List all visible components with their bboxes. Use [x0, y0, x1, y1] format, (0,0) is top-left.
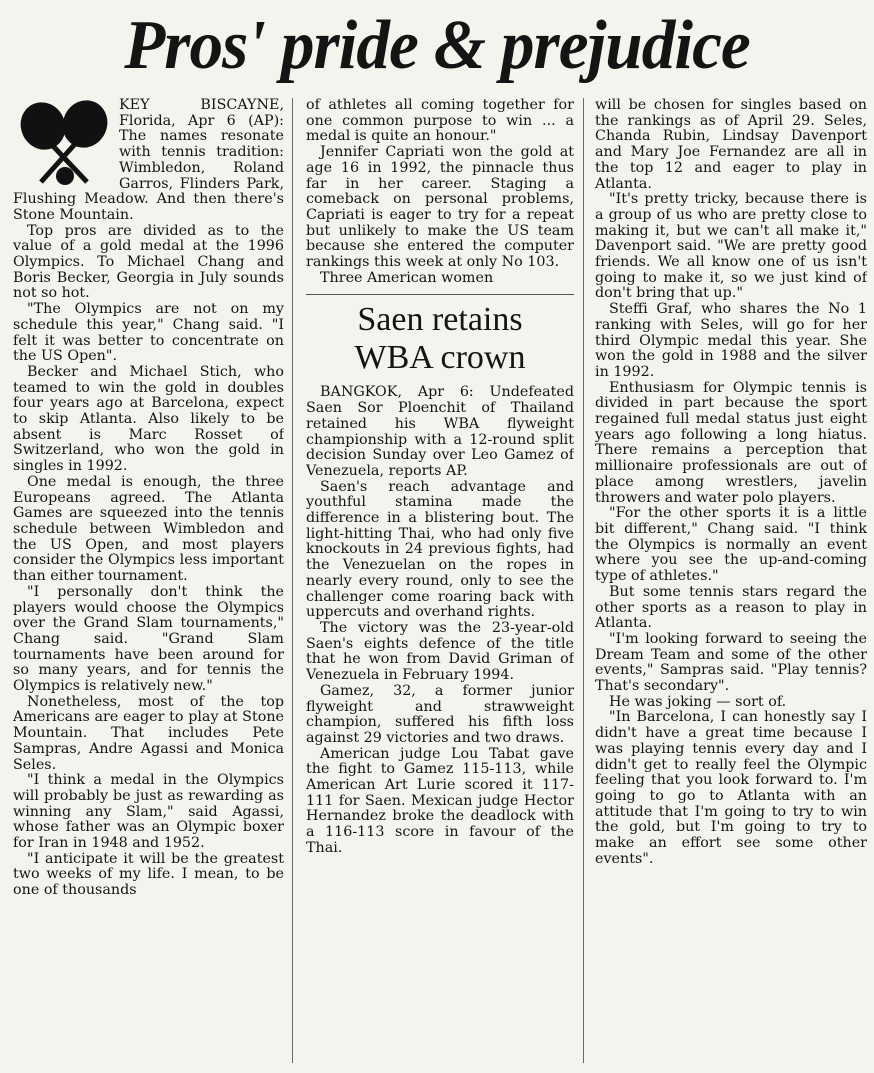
paragraph: But some tennis stars regard the other sports as a reason to play in Atlanta.	[595, 583, 867, 632]
paragraph: "The Olympics are not on my schedule this year," Chang said. "I felt it was better to concentrate on the US Open".	[13, 301, 284, 365]
paragraph: will be chosen for singles based on the rankings as of April 29. Seles, Chanda Rubin, Lindsay Davenport and Mary Joe Fernandez are all in the top 12 and eager to play in Atlanta.	[595, 98, 867, 192]
paragraph: "I personally don't think the players would choose the Olympics over the Grand Slam tournaments," Chang said. "Grand Slam tournaments have been around for so many years, and for tennis the Olympics is relatively new."	[13, 583, 284, 695]
article-column-2	[306, 98, 574, 1068]
paragraph: "I anticipate it will be the greatest two weeks of my life. I mean, to be one of thousands	[13, 850, 284, 899]
paragraph: "In Barcelona, I can honestly say I didn't have a great time because I was playing tennis every day and I didn't get to really feel the Olympic feeling that you look forward to. I'm going to go to Atlanta with an attitude that I'm going to try to win the gold, but I'm going to try to make an effort see some other events".	[595, 709, 867, 867]
sub-headline-line: Saen retains	[357, 301, 523, 339]
paragraph: One medal is enough, the three Europeans agreed. The Atlanta Games are squeezed into the tennis schedule between Wimbledon and the US Open, and most players consider the Olympics less important than either tournament.	[13, 473, 284, 585]
paragraph: KEY BISCAYNE, Florida, Apr 6 (AP): The names resonate with tennis tradition: Wimbledon, Roland Garros, Flinders Park, Flushing Meadow. And then there's Stone Mountain.	[13, 98, 284, 223]
paragraph: "It's pretty tricky, because there is a group of us who are pretty close to making it, but we can't all make it," Davenport said. "We are pretty good friends. We all know one of us isn't going to make it, so we just kind of don't bring that up."	[595, 191, 867, 302]
paragraph: Nonetheless, most of the top Americans are eager to play at Stone Mountain. That includes Pete Sampras, Andre Agassi and Monica Seles.	[13, 693, 284, 773]
paragraph: Saen's reach advantage and youthful stamina made the difference in a blistering bout. The light-hitting Thai, who had only five knockouts in 24 previous fights, had the Venezuelan on the ropes in nearly every round, only to see the challenger come roaring back with uppercuts and overhand rights.	[306, 478, 574, 621]
paragraph: "I think a medal in the Olympics will probably be just as rewarding as winning any Slam," said Agassi, whose father was an Olympic boxer for Iran in 1948 and 1952.	[13, 772, 284, 852]
paragraph: of athletes all coming together for one common purpose to win ... a medal is quite an honour."	[306, 98, 574, 145]
column-divider	[583, 98, 584, 1063]
paragraph: The victory was the 23-year-old Saen's eights defence of the title that he won from David Griman of Venezuela in February 1994.	[306, 619, 574, 684]
paragraph: American judge Lou Tabat gave the fight to Gamez 115-113, while American Art Lurie scored it 117-111 for Saen. Mexican judge Hector Hernandez broke the deadlock with a 116-113 score in favour of the Thai.	[306, 745, 574, 856]
article-column-3	[595, 98, 867, 1068]
paragraph: Three American women	[320, 269, 494, 286]
paragraph: Steffi Graf, who shares the No 1 ranking with Seles, will go for her third Olympic medal this year. She won the gold in 1988 and the silver in 1992.	[595, 301, 867, 380]
paragraph: Becker and Michael Stich, who teamed to win the gold in doubles four years ago at Barcelona, expect to skip Atlanta. Also likely to be absent is Marc Rosset of Switzerland, who won the gold in singles in 1992.	[13, 363, 284, 475]
sub-headline	[306, 301, 574, 377]
sub-headline-line: WBA crown	[354, 339, 526, 377]
paragraph: Enthusiasm for Olympic tennis is divided in part because the sport regained full medal status just eight years ago following a long hiatus. There remains a perception that millionaire professionals are out of place among wrestlers, javelin throwers and water polo players.	[595, 379, 867, 506]
page-headline: Pros' pride & prejudice	[124, 7, 750, 84]
paragraph: He was joking — sort of.	[609, 693, 787, 710]
column-divider	[292, 98, 293, 1063]
story-separator	[306, 294, 574, 295]
paragraph: Top pros are divided as to the value of a gold medal at the 1996 Olympics. To Michael Chang and Boris Becker, Georgia in July sounds not so hot.	[13, 222, 284, 302]
paragraph: "I'm looking forward to seeing the Dream Team and some of the other events," Sampras said. "Play tennis? That's secondary".	[595, 630, 867, 695]
paragraph: "For the other sports it is a little bit different," Chang said. "I think the Olympics is normally an event where you see the up-and-coming type of athletes."	[595, 505, 867, 585]
article-column-1	[13, 98, 284, 1068]
crossed-tennis-rackets-icon	[13, 98, 113, 188]
paragraph: BANGKOK, Apr 6: Undefeated Saen Sor Ploenchit of Thailand retained his WBA flyweight championship with a 12-round split decision Sunday over Leo Gamez of Venezuela, reports AP.	[306, 384, 574, 479]
paragraph: Jennifer Capriati won the gold at age 16 in 1992, the pinnacle thus far in her career. Staging a comeback on personal problems, Capriati is eager to try for a repeat but unlikely to make the US team because she entered the computer rankings this week at only No 103.	[306, 144, 574, 271]
paragraph: Gamez, 32, a former junior flyweight and strawweight champion, suffered his fifth loss against 29 victories and two draws.	[306, 682, 574, 746]
